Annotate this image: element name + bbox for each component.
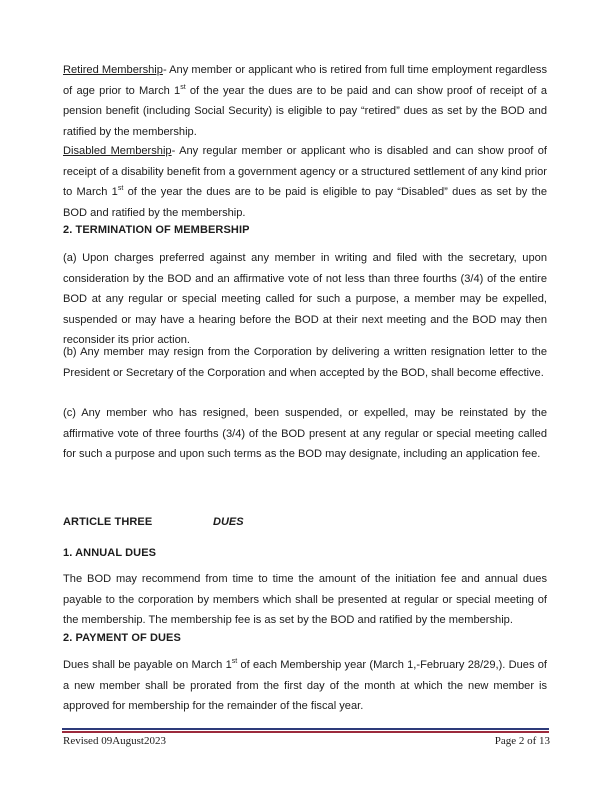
payment-of-dues-paragraph <box>63 655 547 717</box>
disabled-membership-term: Disabled Membership <box>63 145 172 157</box>
annual-dues-heading: 1. ANNUAL DUES <box>63 547 157 559</box>
disabled-sup: st <box>117 185 124 192</box>
termination-paragraph-a: (a) Upon charges preferred against any member in writing and filed with the secretary, upon consideration by the BOD and an affirmative vote of not less than three fourths (3/4) of the entire BOD at any regular or special meeting called for such a purpose, a member may be expelled, suspended or may have a hearing before the BOD at their next meeting and the BOD may then reconsider its prior action. <box>63 252 547 346</box>
payment-of-dues-heading: 2. PAYMENT OF DUES <box>63 632 181 644</box>
retired-membership-paragraph <box>63 60 547 142</box>
retired-sup: st <box>180 83 186 91</box>
disabled-membership-paragraph <box>63 141 547 223</box>
footer-rule-red <box>62 731 549 733</box>
article-three-label: ARTICLE THREE <box>63 516 153 528</box>
disabled-text-b: of the year the dues are to be paid is eligible to pay “Disabled” dues as set by the BOD and ratified by the membership. <box>63 186 547 219</box>
annual-dues-paragraph: The BOD may recommend from time to time the amount of the initiation fee and annual dues payable to the corporation by members which shall be presented at regular or special meeting of the membership. The membership fee is as set by the BOD and ratified by the membership. <box>63 573 547 626</box>
footer-rule-blue <box>62 728 549 730</box>
retired-membership-term: Retired Membership <box>63 64 163 76</box>
termination-paragraph-b: (b) Any member may resign from the Corporation by delivering a written resignation letter to the President or Secretary of the Corporation and when accepted by the BOD, shall become effective. <box>63 346 547 379</box>
page-number: Page 2 of 13 <box>494 735 550 747</box>
payment-text-a: Dues shall be payable on March 1 <box>63 659 232 671</box>
disabled-text-a: - Any regular member or applicant who is disabled and can show proof of receipt of a disability benefit from a government agency or a structured settlement of any kind prior to March 1 <box>63 145 547 198</box>
termination-heading: 2. TERMINATION OF MEMBERSHIP <box>63 224 250 236</box>
revised-date: Revised 09August2023 <box>63 735 166 747</box>
payment-text-b: of each Membership year (March 1,-February 28/29,). Dues of a new member shall be prorated from the first day of the month at which the new member is approved for membership for the remainder of the fiscal year. <box>63 659 547 712</box>
retired-text-b: of the year the dues are to be paid and can show proof of receipt of a pension benefit (including Social Security) is eligible to pay “retired” dues as set by the BOD and ratified by the membership. <box>63 84 548 138</box>
payment-sup: st <box>231 658 238 665</box>
termination-paragraph-c: (c) Any member who has resigned, been suspended, or expelled, may be reinstated by the affirmative vote of three fourths (3/4) of the BOD present at any regular or special meeting called for such a purpose and upon such terms as the BOD may designate, including an application fee. <box>63 407 547 460</box>
article-three-title: DUES <box>213 516 244 528</box>
retired-text-a: - Any member or applicant who is retired from full time employment regardless of age prior to March 1 <box>63 64 547 97</box>
